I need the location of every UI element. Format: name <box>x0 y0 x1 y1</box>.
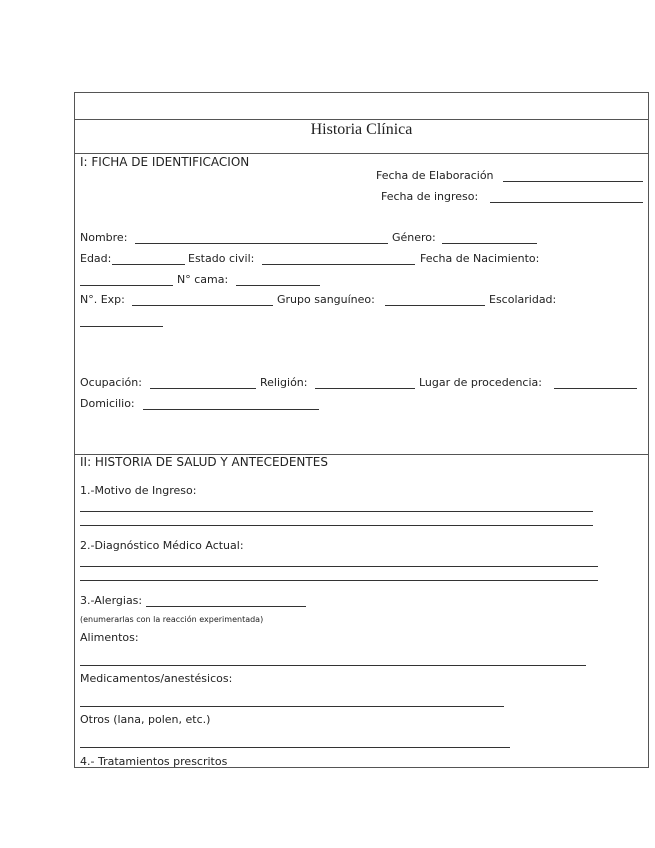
n-exp-label: N°. Exp: <box>80 293 125 306</box>
alergias-field[interactable] <box>146 606 306 607</box>
page-title: Historia Clínica <box>310 121 413 138</box>
diagnostico-line-2[interactable] <box>80 580 598 581</box>
form-frame <box>74 92 649 768</box>
grupo-sanguineo-label: Grupo sanguíneo: <box>277 293 375 306</box>
motivo-ingreso-label: 1.-Motivo de Ingreso: <box>80 484 197 497</box>
lugar-procedencia-label: Lugar de procedencia: <box>419 376 542 389</box>
medicamentos-label: Medicamentos/anestésicos: <box>80 672 233 685</box>
motivo-ingreso-line-2[interactable] <box>80 525 593 526</box>
ocupacion-label: Ocupación: <box>80 376 142 389</box>
genero-field[interactable] <box>442 243 537 244</box>
estado-civil-label: Estado civil: <box>188 252 255 265</box>
section-1-heading: I: FICHA DE IDENTIFICACION <box>80 155 250 169</box>
estado-civil-field[interactable] <box>262 264 415 265</box>
section-2-heading: II: HISTORIA DE SALUD Y ANTECEDENTES <box>80 455 328 469</box>
fecha-nacimiento-field[interactable] <box>80 285 173 286</box>
n-cama-label: N° cama: <box>177 273 229 286</box>
n-cama-field[interactable] <box>236 285 320 286</box>
medicamentos-field[interactable] <box>80 706 504 707</box>
title-divider <box>74 153 649 154</box>
nombre-field[interactable] <box>135 243 388 244</box>
edad-label: Edad: <box>80 252 112 265</box>
otros-field[interactable] <box>80 747 510 748</box>
alimentos-label: Alimentos: <box>80 631 139 644</box>
religion-label: Religión: <box>260 376 308 389</box>
n-exp-field[interactable] <box>132 305 273 306</box>
nombre-label: Nombre: <box>80 231 128 244</box>
alergias-label: 3.-Alergias: <box>80 594 143 607</box>
edad-field[interactable] <box>112 264 185 265</box>
diagnostico-label: 2.-Diagnóstico Médico Actual: <box>80 539 244 552</box>
tratamientos-label: 4.- Tratamientos prescritos <box>80 755 228 768</box>
otros-label: Otros (lana, polen, etc.) <box>80 713 211 726</box>
escolaridad-field[interactable] <box>80 326 163 327</box>
escolaridad-label: Escolaridad: <box>489 293 557 306</box>
alimentos-field[interactable] <box>80 665 586 666</box>
religion-field[interactable] <box>315 388 415 389</box>
motivo-ingreso-line-1[interactable] <box>80 511 593 512</box>
diagnostico-line-1[interactable] <box>80 566 598 567</box>
alergias-note: (enumerarlas con la reacción experimentada) <box>80 615 264 624</box>
domicilio-label: Domicilio: <box>80 397 135 410</box>
genero-label: Género: <box>392 231 436 244</box>
fecha-nacimiento-label: Fecha de Nacimiento: <box>420 252 540 265</box>
fecha-ingreso-label: Fecha de ingreso: <box>381 190 479 203</box>
lugar-procedencia-field[interactable] <box>554 388 637 389</box>
fecha-elaboracion-field[interactable] <box>503 181 643 182</box>
ocupacion-field[interactable] <box>150 388 256 389</box>
grupo-sanguineo-field[interactable] <box>385 305 485 306</box>
fecha-elaboracion-label: Fecha de Elaboración <box>376 169 494 182</box>
domicilio-field[interactable] <box>143 409 319 410</box>
fecha-ingreso-field[interactable] <box>490 202 643 203</box>
